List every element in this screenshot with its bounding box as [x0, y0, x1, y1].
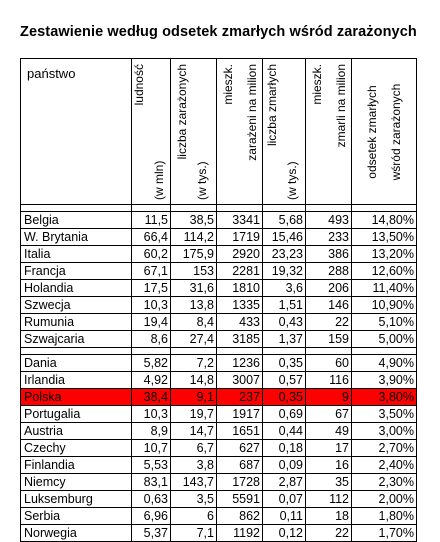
value-cell: 862: [217, 508, 263, 525]
table-row: [21, 491, 417, 508]
column-header-infected-per-million: mieszk. zarażeni na milion: [217, 59, 263, 205]
country-cell: Szwecja: [21, 297, 132, 314]
value-cell: 4,90%: [352, 355, 417, 372]
value-cell: 153: [171, 263, 217, 280]
value-cell: 112: [306, 491, 352, 508]
value-cell: 8,4: [171, 314, 217, 331]
value-cell: 22: [306, 525, 352, 542]
value-cell: 5591: [217, 491, 263, 508]
value-cell: 2,00%: [352, 491, 417, 508]
table-row: [21, 280, 417, 297]
value-cell: 22: [306, 314, 352, 331]
country-cell: Holandia: [21, 280, 132, 297]
value-cell: 17,5: [132, 280, 171, 297]
value-cell: 0,07: [263, 491, 306, 508]
value-cell: 493: [306, 212, 352, 229]
value-cell: 3185: [217, 331, 263, 348]
value-cell: 10,7: [132, 440, 171, 457]
value-cell: 8,9: [132, 423, 171, 440]
value-cell: 60,2: [132, 246, 171, 263]
value-cell: 16: [306, 457, 352, 474]
value-cell: 7,1: [171, 525, 217, 542]
value-cell: 1651: [217, 423, 263, 440]
value-cell: 0,63: [132, 491, 171, 508]
country-cell: Belgia: [21, 212, 132, 229]
value-cell: 19,32: [263, 263, 306, 280]
table-row: [21, 314, 417, 331]
country-cell: Austria: [21, 423, 132, 440]
value-cell: 1236: [217, 355, 263, 372]
value-cell: 175,9: [171, 246, 217, 263]
value-cell: 6: [171, 508, 217, 525]
table-row: [21, 355, 417, 372]
value-cell: 3,8: [171, 457, 217, 474]
value-cell: 1,37: [263, 331, 306, 348]
value-cell: 146: [306, 297, 352, 314]
value-cell: 9,1: [171, 389, 217, 406]
spacer-row: [21, 348, 417, 355]
table-row: [21, 331, 417, 348]
country-cell: Szwajcaria: [21, 331, 132, 348]
header-row: [21, 59, 417, 205]
value-cell: 3,5: [171, 491, 217, 508]
value-cell: 10,3: [132, 297, 171, 314]
value-cell: 38,5: [171, 212, 217, 229]
value-cell: 19,7: [171, 406, 217, 423]
value-cell: 3007: [217, 372, 263, 389]
value-cell: 1,70%: [352, 525, 417, 542]
value-cell: 1810: [217, 280, 263, 297]
table-body: [21, 205, 417, 542]
value-cell: 2,87: [263, 474, 306, 491]
value-cell: 0,69: [263, 406, 306, 423]
value-cell: 2,70%: [352, 440, 417, 457]
value-cell: 5,82: [132, 355, 171, 372]
country-cell: Dania: [21, 355, 132, 372]
value-cell: 14,7: [171, 423, 217, 440]
value-cell: 206: [306, 280, 352, 297]
table-row: [21, 474, 417, 491]
table-row: [21, 212, 417, 229]
table-row: [21, 423, 417, 440]
value-cell: 237: [217, 389, 263, 406]
column-header-deaths-per-million: mieszk. zmarli na milion: [306, 59, 352, 205]
column-header-infected: liczba zarażonych (w tys.): [171, 59, 217, 205]
value-cell: 0,18: [263, 440, 306, 457]
value-cell: 60: [306, 355, 352, 372]
column-header-deaths: liczba zmarłych (w tys.): [263, 59, 306, 205]
value-cell: 19,4: [132, 314, 171, 331]
value-cell: 2920: [217, 246, 263, 263]
value-cell: 13,20%: [352, 246, 417, 263]
value-cell: 0,35: [263, 389, 306, 406]
table-row: [21, 525, 417, 542]
table-row: [21, 440, 417, 457]
table-row: [21, 406, 417, 423]
value-cell: 83,1: [132, 474, 171, 491]
table-row: [21, 229, 417, 246]
country-cell: Niemcy: [21, 474, 132, 491]
value-cell: 233: [306, 229, 352, 246]
table-row: [21, 297, 417, 314]
value-cell: 13,50%: [352, 229, 417, 246]
country-cell: Finlandia: [21, 457, 132, 474]
country-cell: Portugalia: [21, 406, 132, 423]
value-cell: 0,12: [263, 525, 306, 542]
value-cell: 5,68: [263, 212, 306, 229]
value-cell: 1192: [217, 525, 263, 542]
value-cell: 114,2: [171, 229, 217, 246]
country-cell: Serbia: [21, 508, 132, 525]
value-cell: 67: [306, 406, 352, 423]
country-cell: W. Brytania: [21, 229, 132, 246]
value-cell: 2,30%: [352, 474, 417, 491]
value-cell: 6,7: [171, 440, 217, 457]
value-cell: 433: [217, 314, 263, 331]
value-cell: 38,4: [132, 389, 171, 406]
value-cell: 1335: [217, 297, 263, 314]
value-cell: 159: [306, 331, 352, 348]
table-row: [21, 246, 417, 263]
spacer-row: [21, 205, 417, 212]
column-header-population: ludność (w mln): [132, 59, 171, 205]
value-cell: 10,90%: [352, 297, 417, 314]
value-cell: 687: [217, 457, 263, 474]
value-cell: 7,2: [171, 355, 217, 372]
value-cell: 143,7: [171, 474, 217, 491]
value-cell: 3,00%: [352, 423, 417, 440]
value-cell: 14,80%: [352, 212, 417, 229]
value-cell: 5,10%: [352, 314, 417, 331]
value-cell: 31,6: [171, 280, 217, 297]
page-title: Zestawienie według odsetek zmarłych wśród zarażonych: [20, 24, 417, 40]
value-cell: 27,4: [171, 331, 217, 348]
value-cell: 0,44: [263, 423, 306, 440]
table-row: [21, 263, 417, 280]
value-cell: 627: [217, 440, 263, 457]
value-cell: 5,53: [132, 457, 171, 474]
column-header-death-rate: odsetek zmarłych wśród zarażonych: [352, 59, 417, 205]
value-cell: 0,43: [263, 314, 306, 331]
table-row: [21, 372, 417, 389]
value-cell: 11,5: [132, 212, 171, 229]
value-cell: 1728: [217, 474, 263, 491]
value-cell: 15,46: [263, 229, 306, 246]
value-cell: 1,51: [263, 297, 306, 314]
country-cell: Norwegia: [21, 525, 132, 542]
value-cell: 67,1: [132, 263, 171, 280]
value-cell: 10,3: [132, 406, 171, 423]
value-cell: 11,40%: [352, 280, 417, 297]
value-cell: 0,09: [263, 457, 306, 474]
country-cell: Irlandia: [21, 372, 132, 389]
value-cell: 35: [306, 474, 352, 491]
country-cell: Rumunia: [21, 314, 132, 331]
country-cell: Francja: [21, 263, 132, 280]
value-cell: 9: [306, 389, 352, 406]
value-cell: 17: [306, 440, 352, 457]
value-cell: 0,57: [263, 372, 306, 389]
value-cell: 18: [306, 508, 352, 525]
value-cell: 3,90%: [352, 372, 417, 389]
value-cell: 5,37: [132, 525, 171, 542]
country-cell: Polska: [21, 389, 132, 406]
value-cell: 6,96: [132, 508, 171, 525]
country-cell: Italia: [21, 246, 132, 263]
value-cell: 3,50%: [352, 406, 417, 423]
value-cell: 2,40%: [352, 457, 417, 474]
value-cell: 14,8: [171, 372, 217, 389]
value-cell: 4,92: [132, 372, 171, 389]
country-cell: Czechy: [21, 440, 132, 457]
value-cell: 116: [306, 372, 352, 389]
value-cell: 0,35: [263, 355, 306, 372]
data-table: [20, 58, 417, 542]
table-row: [21, 508, 417, 525]
value-cell: 0,11: [263, 508, 306, 525]
value-cell: 13,8: [171, 297, 217, 314]
value-cell: 1,80%: [352, 508, 417, 525]
value-cell: 3,6: [263, 280, 306, 297]
value-cell: 2281: [217, 263, 263, 280]
column-header-country: państwo: [21, 59, 132, 205]
value-cell: 8,6: [132, 331, 171, 348]
value-cell: 288: [306, 263, 352, 280]
value-cell: 66,4: [132, 229, 171, 246]
table-row: [21, 457, 417, 474]
value-cell: 23,23: [263, 246, 306, 263]
country-cell: Luksemburg: [21, 491, 132, 508]
table-row: [21, 389, 417, 406]
value-cell: 3,80%: [352, 389, 417, 406]
value-cell: 5,00%: [352, 331, 417, 348]
value-cell: 386: [306, 246, 352, 263]
value-cell: 1719: [217, 229, 263, 246]
value-cell: 3341: [217, 212, 263, 229]
value-cell: 12,60%: [352, 263, 417, 280]
value-cell: 1917: [217, 406, 263, 423]
value-cell: 49: [306, 423, 352, 440]
